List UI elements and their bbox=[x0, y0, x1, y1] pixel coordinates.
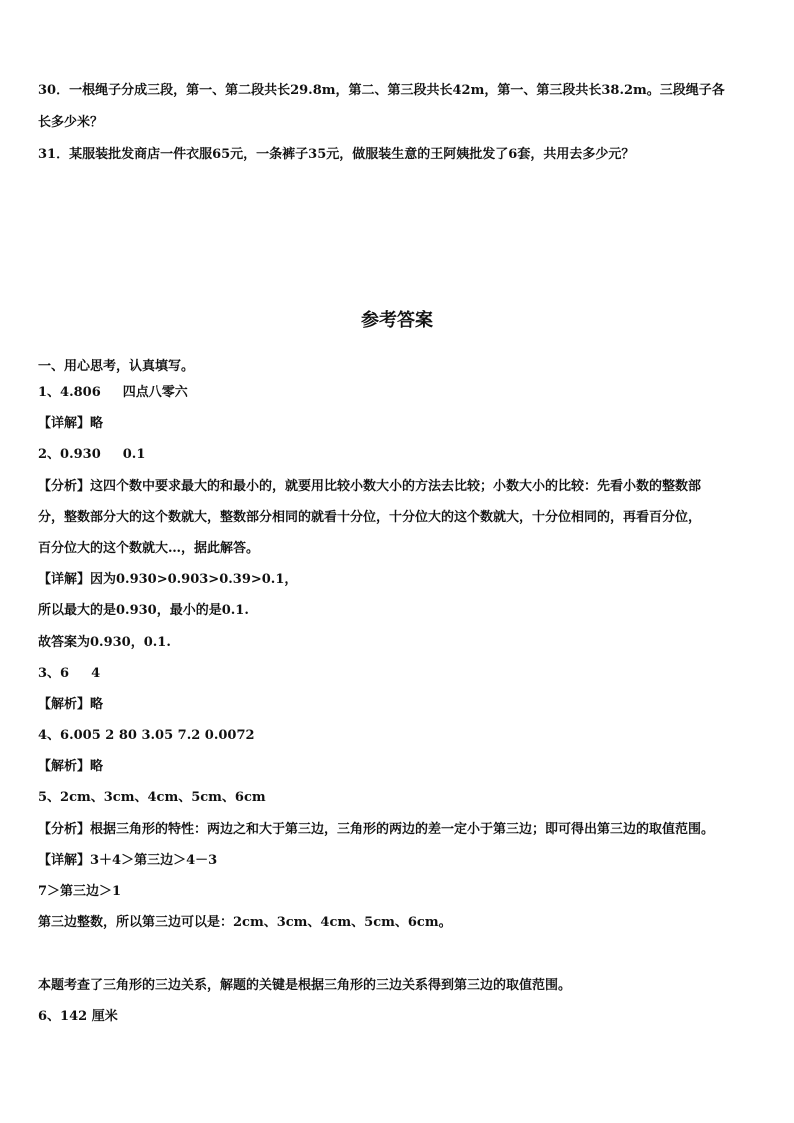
answer-3-value: 4 bbox=[91, 666, 101, 681]
answer-4-detail: 【解析】略 bbox=[38, 759, 104, 774]
answer-5: 5、2cm、3cm、4cm、5cm、6cm bbox=[38, 790, 266, 805]
answer-2 bbox=[38, 446, 768, 464]
answer-5-detail-line1: 【详解】3＋4＞第三边＞4－3 bbox=[38, 853, 218, 868]
answer-1-detail: 【详解】略 bbox=[38, 416, 104, 431]
answer-2-number: 2、0.930 bbox=[38, 447, 101, 462]
answer-5-summary: 本题考查了三角形的三边关系，解题的关键是根据三角形的三边关系得到第三边的取值范围。 bbox=[38, 978, 572, 993]
question-30-line2: 长多少米？ bbox=[38, 115, 104, 130]
section-heading: 一、用心思考，认真填写。 bbox=[38, 359, 195, 374]
answer-2-detail-line2: 所以最大的是0.930，最小的是0.1. bbox=[38, 603, 249, 618]
answers-title: 参考答案 bbox=[361, 310, 433, 331]
answer-2-analysis-line2: 分，整数部分大的这个数就大，整数部分相同的就看十分位，十分位大的这个数就大，十分位相同的，再看百分位， bbox=[38, 510, 702, 525]
answer-6: 6、142 厘米 bbox=[38, 1009, 118, 1024]
answer-2-value: 0.1 bbox=[122, 447, 146, 462]
answer-2-analysis-line3: 百分位大的这个数就大…，据此解答。 bbox=[38, 541, 260, 556]
answer-3-number: 3、6 bbox=[38, 666, 70, 681]
answer-1-value: 四点八零六 bbox=[122, 385, 188, 400]
answer-5-analysis: 【分析】根据三角形的特性：两边之和大于第三边，三角形的两边的差一定小于第三边；即可得出第三边的取值范围。 bbox=[38, 822, 715, 837]
answer-5-detail-line2: 7＞第三边＞1 bbox=[38, 884, 122, 899]
answer-1-number: 1、4.806 bbox=[38, 385, 101, 400]
answer-4: 4、6.005 2 80 3.05 7.2 0.0072 bbox=[38, 728, 255, 743]
answer-1 bbox=[38, 384, 768, 402]
question-30-line1: 30．一根绳子分成三段，第一、第二段共长29.8m，第二、第三段共长42m，第一、第三段共长38.2m。三段绳子各 bbox=[38, 83, 725, 98]
answer-5-detail-line3: 第三边整数，所以第三边可以是：2cm、3cm、4cm、5cm、6cm。 bbox=[38, 915, 452, 930]
answer-2-detail-line3: 故答案为0.930，0.1. bbox=[38, 635, 171, 650]
answer-3-detail: 【解析】略 bbox=[38, 697, 104, 712]
answer-2-detail-line1: 【详解】因为0.930>0.903>0.39>0.1， bbox=[38, 572, 298, 587]
answer-2-analysis-line1: 【分析】这四个数中要求最大的和最小的，就要用比较小数大小的方法去比较；小数大小的比较：先看小数的整数部 bbox=[38, 479, 702, 494]
answer-3 bbox=[38, 665, 768, 683]
question-31: 31．某服装批发商店一件衣服65元，一条裤子35元，做服装生意的王阿姨批发了6套，共用去多少元？ bbox=[38, 147, 635, 162]
